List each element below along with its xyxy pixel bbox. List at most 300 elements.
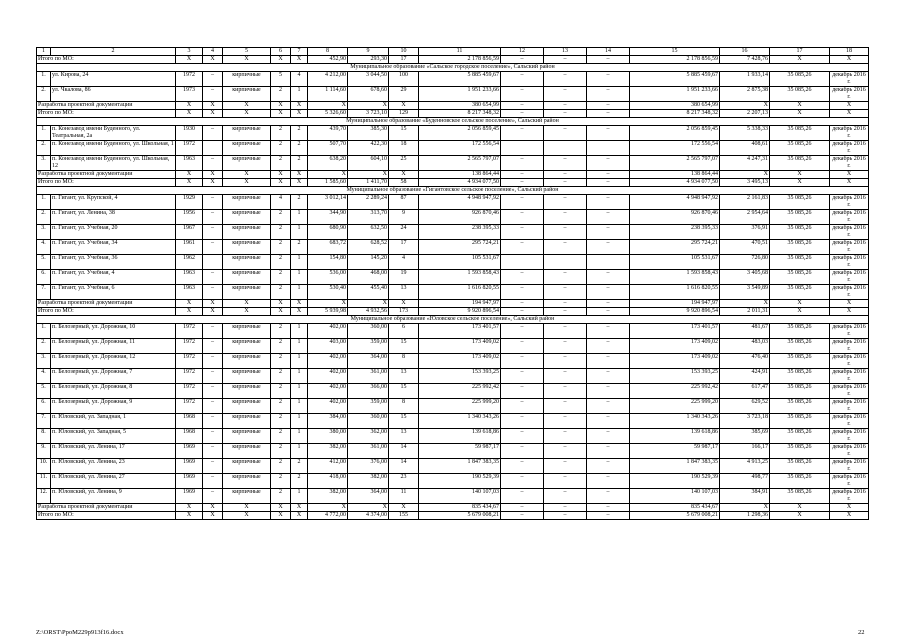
summary-row: [37, 179, 869, 187]
table-cell: 145,20: [348, 255, 389, 270]
table-cell: –: [203, 339, 223, 354]
summary-row: [37, 102, 869, 110]
column-number: 12: [501, 48, 544, 56]
summary-cell: Х: [203, 504, 223, 512]
table-cell: –: [203, 399, 223, 414]
table-cell: [501, 255, 544, 270]
table-cell: 4.: [37, 240, 51, 255]
summary-cell: –: [501, 110, 544, 118]
section-row: [37, 187, 869, 195]
table-cell: 402,00: [308, 369, 348, 384]
summary-cell: Х: [176, 504, 203, 512]
summary-cell: Х: [176, 512, 203, 520]
table-cell: 3 723,18: [720, 414, 770, 429]
table-cell: –: [203, 126, 223, 141]
table-cell: 1: [291, 414, 308, 429]
table-cell: –: [203, 270, 223, 285]
table-cell: 2 565 797,07: [630, 156, 720, 171]
summary-cell: Х: [176, 179, 203, 187]
table-cell: кирпичные: [223, 414, 271, 429]
table-cell: 9: [389, 210, 419, 225]
table-cell: –: [501, 354, 544, 369]
table-cell: 2: [271, 156, 291, 171]
table-cell: 1: [291, 255, 308, 270]
table-cell: 24: [389, 225, 419, 240]
table-cell: 105 531,67: [419, 255, 501, 270]
table-cell: 2 056 859,45: [630, 126, 720, 141]
summary-cell: –: [587, 179, 630, 187]
summary-cell: –: [544, 504, 587, 512]
table-cell: –: [544, 72, 587, 87]
table-cell: 361,00: [348, 444, 389, 459]
table-row: [37, 474, 869, 489]
table-cell: 35 085,26: [770, 126, 830, 141]
table-cell: 225 999,20: [419, 399, 501, 414]
summary-cell: 9 920 896,54: [419, 308, 501, 316]
summary-cell: Х: [203, 102, 223, 110]
table-cell: 402,00: [308, 399, 348, 414]
summary-cell: –: [587, 56, 630, 64]
table-cell: –: [587, 399, 630, 414]
summary-cell: Х: [830, 308, 869, 316]
table-cell: 14: [389, 459, 419, 474]
table-cell: –: [501, 270, 544, 285]
table-cell: 35 085,26: [770, 225, 830, 240]
table-cell: 2: [271, 489, 291, 504]
table-cell: –: [501, 210, 544, 225]
address-cell: п. Юловский, ул. Ленина, 9: [51, 489, 176, 504]
table-cell: 153 393,25: [630, 369, 720, 384]
table-cell: кирпичные: [223, 324, 271, 339]
summary-cell: Х: [223, 504, 271, 512]
table-cell: декабрь 2016 г.: [830, 285, 869, 300]
summary-cell: Х: [830, 102, 869, 110]
summary-cell: Х: [830, 512, 869, 520]
summary-cell: 17: [389, 56, 419, 64]
table-cell: 402,00: [308, 384, 348, 399]
summary-cell: 4 772,00: [308, 512, 348, 520]
table-cell: 1930: [176, 126, 203, 141]
table-cell: декабрь 2016 г.: [830, 255, 869, 270]
table-cell: 530,40: [308, 285, 348, 300]
summary-cell: 194 947,97: [419, 300, 501, 308]
table-cell: 3 405,68: [720, 270, 770, 285]
table-cell: 1: [291, 210, 308, 225]
summary-cell: –: [544, 179, 587, 187]
summary-cell: Х: [223, 102, 271, 110]
table-cell: 1.: [37, 324, 51, 339]
summary-row: [37, 171, 869, 179]
table-cell: 19: [389, 270, 419, 285]
summary-cell: –: [587, 102, 630, 110]
table-cell: 6.: [37, 399, 51, 414]
footer-file-path: Z:\ORST\PpoM229p913f16.docx: [36, 629, 124, 636]
table-cell: 59 987,17: [419, 444, 501, 459]
table-cell: 382,00: [308, 489, 348, 504]
table-cell: кирпичные: [223, 489, 271, 504]
table-cell: 439,70: [308, 126, 348, 141]
table-cell: 35 085,26: [770, 240, 830, 255]
summary-label: Итого по МО:: [37, 56, 176, 64]
summary-cell: –: [544, 512, 587, 520]
table-cell: 2: [271, 210, 291, 225]
table-cell: –: [587, 429, 630, 444]
table-row: [37, 156, 869, 171]
table-cell: 344,90: [308, 210, 348, 225]
table-cell: –: [203, 156, 223, 171]
summary-cell: 58: [389, 179, 419, 187]
table-cell: декабрь 2016 г.: [830, 195, 869, 210]
table-cell: 2: [271, 240, 291, 255]
table-cell: 359,00: [348, 339, 389, 354]
table-cell: 1: [291, 399, 308, 414]
summary-cell: 1 298,36: [720, 512, 770, 520]
table-cell: 8.: [37, 429, 51, 444]
table-cell: –: [587, 354, 630, 369]
section-title: Муниципальное образование «Сальское городское поселение», Сальский район: [37, 64, 869, 72]
table-cell: кирпичные: [223, 474, 271, 489]
summary-cell: Х: [203, 56, 223, 64]
table-cell: 172 556,54: [630, 141, 720, 156]
table-cell: 3 044,50: [348, 72, 389, 87]
summary-cell: Х: [271, 102, 291, 110]
table-cell: 100: [389, 72, 419, 87]
summary-cell: 5 679 008,21: [630, 512, 720, 520]
table-cell: 468,00: [348, 270, 389, 285]
table-cell: 2.: [37, 141, 51, 156]
summary-cell: Х: [271, 512, 291, 520]
table-cell: –: [544, 126, 587, 141]
table-cell: 1969: [176, 444, 203, 459]
summary-cell: 138 864,44: [630, 171, 720, 179]
table-cell: 13: [389, 429, 419, 444]
table-cell: 498,77: [720, 474, 770, 489]
table-cell: –: [544, 489, 587, 504]
table-cell: 2.: [37, 87, 51, 102]
table-cell: 364,00: [348, 489, 389, 504]
table-cell: 25: [389, 156, 419, 171]
table-cell: 1: [291, 339, 308, 354]
table-cell: –: [203, 429, 223, 444]
table-cell: 29: [389, 87, 419, 102]
column-number: 10: [389, 48, 419, 56]
table-cell: 1963: [176, 156, 203, 171]
summary-cell: –: [501, 300, 544, 308]
table-row: [37, 270, 869, 285]
table-cell: декабрь 2016 г.: [830, 384, 869, 399]
summary-cell: 380 654,99: [630, 102, 720, 110]
table-cell: декабрь 2016 г.: [830, 87, 869, 102]
summary-cell: 138 864,44: [419, 171, 501, 179]
table-cell: 384,00: [308, 414, 348, 429]
table-cell: 1 951 233,66: [630, 87, 720, 102]
table-cell: –: [203, 354, 223, 369]
summary-cell: Х: [271, 171, 291, 179]
table-cell: кирпичные: [223, 369, 271, 384]
table-cell: 1972: [176, 384, 203, 399]
table-cell: 190 529,39: [630, 474, 720, 489]
summary-cell: –: [544, 300, 587, 308]
summary-cell: –: [587, 171, 630, 179]
table-cell: кирпичные: [223, 285, 271, 300]
table-cell: –: [544, 225, 587, 240]
table-cell: 87: [389, 195, 419, 210]
summary-cell: Х: [203, 171, 223, 179]
table-cell: 2: [271, 369, 291, 384]
summary-cell: Х: [203, 300, 223, 308]
table-cell: кирпичные: [223, 354, 271, 369]
table-cell: 5: [271, 72, 291, 87]
table-row: [37, 126, 869, 141]
table-cell: –: [544, 429, 587, 444]
table-cell: 1972: [176, 324, 203, 339]
address-cell: п. Гигант, ул. Учебная, 4: [51, 270, 176, 285]
table-cell: –: [203, 384, 223, 399]
table-cell: –: [544, 369, 587, 384]
table-cell: –: [501, 399, 544, 414]
table-row: [37, 225, 869, 240]
table-cell: –: [587, 384, 630, 399]
summary-cell: Х: [291, 56, 308, 64]
table-cell: 6: [389, 324, 419, 339]
table-row: [37, 255, 869, 270]
table-cell: декабрь 2016 г.: [830, 72, 869, 87]
table-cell: 5.: [37, 255, 51, 270]
summary-label: Разработка проектной документации: [37, 102, 176, 110]
table-cell: 35 085,26: [770, 210, 830, 225]
table-cell: 2: [291, 459, 308, 474]
table-cell: 628,52: [348, 240, 389, 255]
section-title: Муниципальное образование «Буденновское сельское поселение», Сальский район: [37, 118, 869, 126]
table-row: [37, 141, 869, 156]
table-cell: декабрь 2016 г.: [830, 414, 869, 429]
summary-cell: 173: [389, 308, 419, 316]
table-cell: кирпичные: [223, 126, 271, 141]
table-cell: 424,91: [720, 369, 770, 384]
summary-cell: Х: [271, 504, 291, 512]
summary-cell: Х: [308, 300, 348, 308]
summary-cell: 194 947,97: [630, 300, 720, 308]
table-cell: 1969: [176, 459, 203, 474]
table-cell: 1: [291, 384, 308, 399]
address-cell: п. Белозерный, ул. Дорожная, 7: [51, 369, 176, 384]
summary-cell: 5 679 008,21: [419, 512, 501, 520]
table-cell: 35 085,26: [770, 369, 830, 384]
table-cell: 13: [389, 369, 419, 384]
address-cell: ул. Чкалова, 86: [51, 87, 176, 102]
table-cell: 35 085,26: [770, 324, 830, 339]
table-row: [37, 354, 869, 369]
table-cell: –: [501, 126, 544, 141]
summary-cell: 4 934 077,50: [419, 179, 501, 187]
section-row: [37, 118, 869, 126]
table-cell: –: [544, 270, 587, 285]
table-cell: 5 885 459,67: [419, 72, 501, 87]
table-cell: декабрь 2016 г.: [830, 459, 869, 474]
table-cell: 3 549,89: [720, 285, 770, 300]
table-cell: 418,00: [308, 474, 348, 489]
table-cell: –: [587, 156, 630, 171]
summary-cell: –: [501, 179, 544, 187]
table-cell: –: [501, 195, 544, 210]
summary-cell: Х: [223, 308, 271, 316]
summary-label: Разработка проектной документации: [37, 171, 176, 179]
summary-cell: Х: [203, 179, 223, 187]
table-cell: 35 085,26: [770, 156, 830, 171]
table-cell: 1963: [176, 285, 203, 300]
table-cell: 382,00: [308, 444, 348, 459]
table-row: [37, 459, 869, 474]
table-cell: декабрь 2016 г.: [830, 474, 869, 489]
summary-cell: 3 495,13: [720, 179, 770, 187]
table-cell: –: [544, 285, 587, 300]
table-cell: 1972: [176, 72, 203, 87]
table-cell: 1956: [176, 210, 203, 225]
table-cell: 2 289,24: [348, 195, 389, 210]
table-cell: –: [587, 210, 630, 225]
table-cell: 1967: [176, 225, 203, 240]
table-cell: 166,17: [720, 444, 770, 459]
summary-cell: –: [587, 308, 630, 316]
summary-cell: Х: [203, 308, 223, 316]
table-cell: 2: [271, 285, 291, 300]
table-cell: 35 085,26: [770, 384, 830, 399]
table-body: [37, 48, 869, 520]
table-cell: 140 107,03: [419, 489, 501, 504]
column-number: 15: [630, 48, 720, 56]
table-cell: –: [587, 225, 630, 240]
table-cell: кирпичные: [223, 210, 271, 225]
summary-cell: –: [544, 171, 587, 179]
table-cell: –: [501, 339, 544, 354]
table-cell: 225 999,20: [630, 399, 720, 414]
table-cell: –: [501, 225, 544, 240]
table-cell: [544, 141, 587, 156]
table-cell: –: [544, 459, 587, 474]
summary-cell: Х: [203, 512, 223, 520]
table-cell: 470,51: [720, 240, 770, 255]
table-cell: –: [587, 474, 630, 489]
table-cell: –: [587, 240, 630, 255]
column-number: 13: [544, 48, 587, 56]
summary-cell: Х: [770, 56, 830, 64]
table-cell: 238 395,33: [419, 225, 501, 240]
table-cell: 35 085,26: [770, 141, 830, 156]
table-cell: –: [587, 195, 630, 210]
table-cell: 13: [389, 285, 419, 300]
table-cell: 4: [291, 72, 308, 87]
address-cell: п. Конезавод имени Буденного, ул. Театральная, 2а: [51, 126, 176, 141]
table-cell: 1.: [37, 126, 51, 141]
table-cell: кирпичные: [223, 141, 271, 156]
table-cell: 1972: [176, 399, 203, 414]
table-cell: 2: [271, 444, 291, 459]
summary-cell: Х: [348, 102, 389, 110]
table-cell: 4 948 947,92: [419, 195, 501, 210]
section-title: Муниципальное образование «Юловское сельское поселение», Сальский район: [37, 316, 869, 324]
table-cell: 403,00: [308, 339, 348, 354]
table-cell: 1 593 858,43: [630, 270, 720, 285]
summary-cell: 835 434,67: [419, 504, 501, 512]
table-cell: кирпичные: [223, 195, 271, 210]
table-cell: декабрь 2016 г.: [830, 156, 869, 171]
column-number: 7: [291, 48, 308, 56]
table-cell: 2: [271, 399, 291, 414]
summary-cell: Х: [223, 171, 271, 179]
table-cell: 1969: [176, 474, 203, 489]
table-cell: –: [501, 459, 544, 474]
table-cell: 380,00: [308, 429, 348, 444]
summary-cell: Х: [176, 171, 203, 179]
summary-cell: –: [587, 110, 630, 118]
summary-cell: 835 434,67: [630, 504, 720, 512]
table-cell: –: [544, 414, 587, 429]
table-row: [37, 87, 869, 102]
table-cell: 18: [389, 141, 419, 156]
table-cell: 412,00: [308, 459, 348, 474]
table-cell: 1963: [176, 270, 203, 285]
summary-cell: –: [501, 171, 544, 179]
table-cell: –: [203, 459, 223, 474]
table-cell: 2: [271, 225, 291, 240]
table-cell: 1: [291, 285, 308, 300]
address-cell: п. Гигант, ул. Учебная, 34: [51, 240, 176, 255]
table-cell: 172 556,54: [419, 141, 501, 156]
table-cell: 59 987,17: [630, 444, 720, 459]
table-cell: декабрь 2016 г.: [830, 339, 869, 354]
table-cell: 2: [291, 240, 308, 255]
table-cell: 1973: [176, 87, 203, 102]
table-cell: 1972: [176, 339, 203, 354]
table-cell: 4 948 947,92: [630, 195, 720, 210]
summary-cell: –: [587, 512, 630, 520]
table-cell: 1969: [176, 489, 203, 504]
table-cell: –: [587, 126, 630, 141]
table-cell: 17: [389, 240, 419, 255]
table-cell: 35 085,26: [770, 444, 830, 459]
table-cell: декабрь 2016 г.: [830, 240, 869, 255]
table-row: [37, 339, 869, 354]
summary-cell: 4 934 077,50: [630, 179, 720, 187]
table-row: [37, 489, 869, 504]
summary-cell: Х: [223, 110, 271, 118]
table-cell: 4.: [37, 369, 51, 384]
table-cell: –: [501, 72, 544, 87]
summary-cell: Х: [291, 171, 308, 179]
table-cell: 455,40: [348, 285, 389, 300]
table-cell: –: [587, 489, 630, 504]
table-cell: 15: [389, 414, 419, 429]
table-cell: –: [587, 285, 630, 300]
summary-cell: Х: [830, 171, 869, 179]
table-cell: 683,72: [308, 240, 348, 255]
table-cell: 604,10: [348, 156, 389, 171]
summary-cell: 8 217 348,32: [630, 110, 720, 118]
housing-table: [36, 47, 869, 520]
table-cell: –: [544, 240, 587, 255]
column-number: 17: [770, 48, 830, 56]
summary-cell: Х: [389, 171, 419, 179]
address-cell: п. Юловский, ул. Западная, 5: [51, 429, 176, 444]
table-cell: –: [501, 429, 544, 444]
column-number: 5: [223, 48, 271, 56]
table-cell: 190 529,39: [419, 474, 501, 489]
address-cell: п. Конезавод имени Буденного, ул. Школьная, 12: [51, 156, 176, 171]
address-cell: п. Белозерный, ул. Дорожная, 8: [51, 384, 176, 399]
summary-row: [37, 504, 869, 512]
summary-cell: Х: [271, 179, 291, 187]
table-cell: –: [544, 324, 587, 339]
